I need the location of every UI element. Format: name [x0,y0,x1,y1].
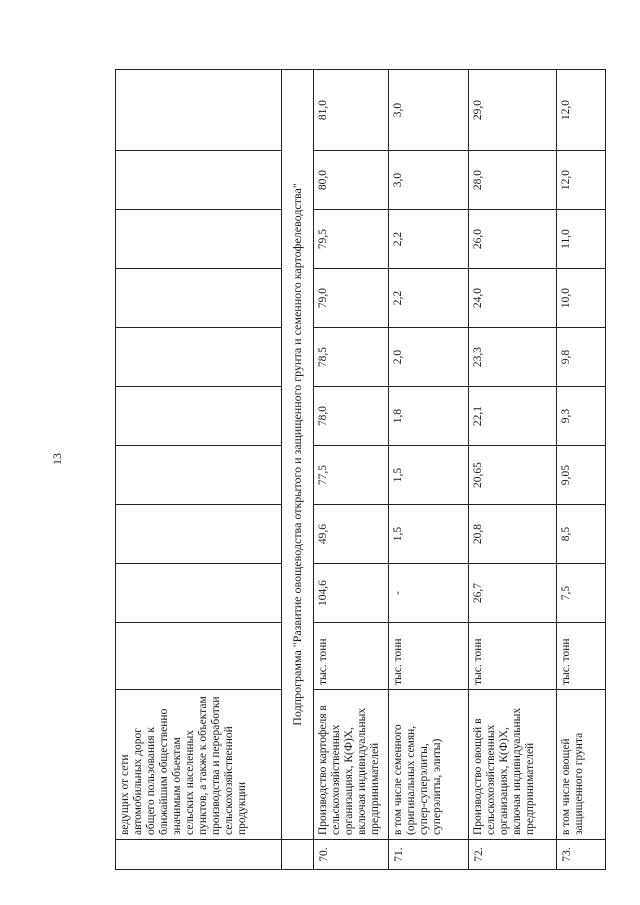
table-row [469,70,557,870]
value-cell: 2,2 [389,210,469,269]
row-name: Производство картофеля в сельскохозяйственных организациях, К(Ф)Х, включая индивидуальных предпринимателей [314,690,389,840]
value-cell: 9,05 [557,446,606,505]
value-cell: 1,8 [389,387,469,446]
table-row [116,70,282,870]
value-cell: 20,65 [469,446,557,505]
value-cell: 81,0 [314,70,389,151]
indicators-table [115,69,606,870]
row-number: 73. [557,840,606,870]
table-rotator [115,70,605,870]
row-name: в том числе семенного (оригинальных семян, супер-суперэлиты, суперэлиты, элиты) [389,690,469,840]
cell-num [116,840,282,870]
value-cell: 2,0 [389,328,469,387]
value-cell: 22,1 [469,387,557,446]
table-row [557,70,606,870]
rotated-table-sheet [115,70,605,870]
value-cell: 77,5 [314,446,389,505]
table-row [389,70,469,870]
value-cell: 26,0 [469,210,557,269]
row-number: 72. [469,840,557,870]
value-cell: 12,0 [557,151,606,210]
value-cell: 28,0 [469,151,557,210]
value-cell: 7,5 [557,564,606,623]
row-unit: тыс. тонн [389,623,469,690]
row-unit: тыс. тонн [469,623,557,690]
value-cell: 24,0 [469,269,557,328]
value-cell: 20,8 [469,505,557,564]
value-cell: 3,0 [389,151,469,210]
value-cell: 49,6 [314,505,389,564]
value-cell: - [389,564,469,623]
row-name: в том числе овощей защищенного грунта [557,690,606,840]
subprogram-row [282,70,314,870]
row-unit: тыс. тонн [557,623,606,690]
value-cell: 29,0 [469,70,557,151]
value-cell: 23,3 [469,328,557,387]
value-cell: 104,6 [314,564,389,623]
page-number: 13 [50,453,64,465]
value-cell: 78,5 [314,328,389,387]
value-cell: 9,8 [557,328,606,387]
value-cell: 78,0 [314,387,389,446]
value-cell: 3,0 [389,70,469,151]
value-cell: 26,7 [469,564,557,623]
value-cell: 11,0 [557,210,606,269]
table-row [314,70,389,870]
subprogram-title: Подпрограмма "Развитие овощеводства открытого и защищенного грунта и семенного картофелеводства" [282,70,314,840]
value-cell: 9,3 [557,387,606,446]
row-name: Производство овощей в сельскохозяйственных организациях, К(Ф)Х, включая индивидуальных предпринимателей [469,690,557,840]
value-cell: 12,0 [557,70,606,151]
cell-name: ведущих от сети автомобильных дорог общего пользования к ближайшим общественно значимым объектам сельских населенных пунктов, а также к объектам производства и переработки сельскохозяйственной продукции [116,690,282,840]
row-unit: тыс. тонн [314,623,389,690]
value-cell: 1,5 [389,446,469,505]
value-cell: 10,0 [557,269,606,328]
value-cell: 1,5 [389,505,469,564]
cell-unit [116,623,282,690]
row-number: 70. [314,840,389,870]
value-cell: 79,0 [314,269,389,328]
value-cell: 8,5 [557,505,606,564]
row-number: 71. [389,840,469,870]
value-cell: 80,0 [314,151,389,210]
value-cell: 2,2 [389,269,469,328]
value-cell: 79,5 [314,210,389,269]
